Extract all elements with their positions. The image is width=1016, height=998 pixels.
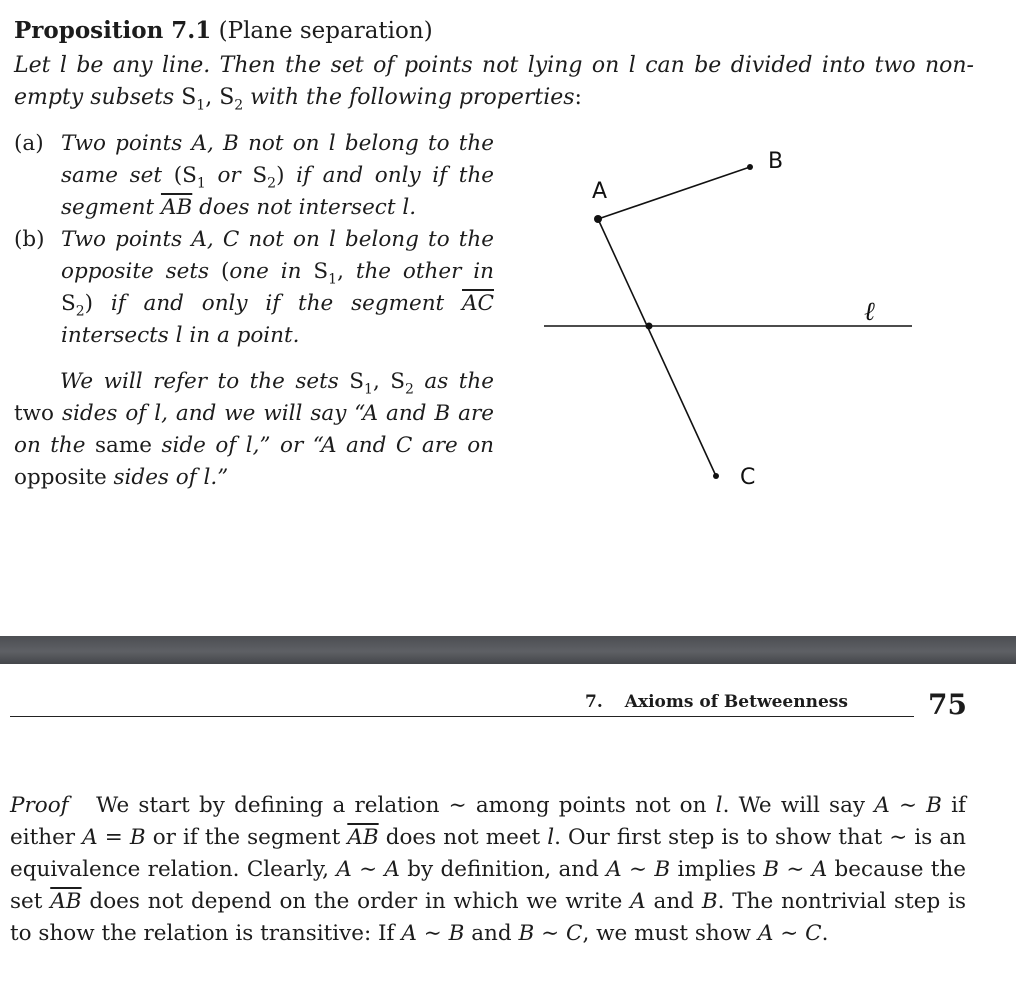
property-a xyxy=(14,128,494,224)
property-b xyxy=(14,224,494,352)
segment-ac xyxy=(598,219,716,476)
property-b-label: (b) xyxy=(14,227,45,252)
running-header xyxy=(585,692,848,712)
property-a-text: Two points A, B not on l belong to the same set ($S_1$ or $S_2$) if and only if the segment $\overline{AB}$ does not intersect l. xyxy=(61,131,495,220)
point-b xyxy=(747,164,753,170)
proposition-heading xyxy=(14,15,433,47)
plane-separation-figure xyxy=(530,130,920,490)
page-number: 75 xyxy=(928,688,967,721)
property-a-label: (a) xyxy=(14,131,44,156)
header-rule xyxy=(10,716,914,717)
property-b-text: Two points A, C not on l belong to the opposite sets (one in $S_1$, the other in $S_2$) if and only if the segment $\overline{AC}$ intersects l in a point. xyxy=(61,227,495,348)
sides-definition-paragraph: We will refer to the sets $S_1$, $S_2$ as the two sides of l, and we will say “A and B are on the same side of l,” or “A and C are on opposite sides of l.” xyxy=(14,369,494,490)
label-l: ℓ xyxy=(864,297,875,327)
proof-paragraph: Proof We start by defining a relation ∼ among points not on l. We will say A ∼ B if either A = B or if the segment $\overline{AB}$ does not meet l. Our first step is to show that ∼ is an equivalence relation. Clearly, A ∼ A by definition, and A ∼ B implies B ∼ A because the set $\overline{AB}$ does not depend on the order in which we write A and B. The nontrivial step is to show the relation is transitive: If A ∼ B and B ∼ C, we must show A ∼ C. xyxy=(10,793,967,946)
label-c: C xyxy=(740,465,756,490)
label-b: B xyxy=(768,149,784,174)
proposition-name: (Plane separation) xyxy=(218,18,433,44)
point-c xyxy=(713,473,719,479)
point-a xyxy=(594,215,602,223)
proposition-statement: Let l be any line. Then the set of points not lying on l can be divided into two non-empty subsets $S_1$, $S_2$ with the following properties: xyxy=(14,53,974,114)
proposition-number: Proposition 7.1 xyxy=(14,17,212,44)
label-a: A xyxy=(592,179,608,204)
proof-label: Proof xyxy=(10,793,69,818)
chapter-number: 7. xyxy=(585,692,603,712)
chapter-title: Axioms of Betweenness xyxy=(624,692,848,712)
intersection-point xyxy=(646,323,653,330)
page-divider-bar xyxy=(0,636,1016,664)
segment-ab xyxy=(598,167,750,219)
